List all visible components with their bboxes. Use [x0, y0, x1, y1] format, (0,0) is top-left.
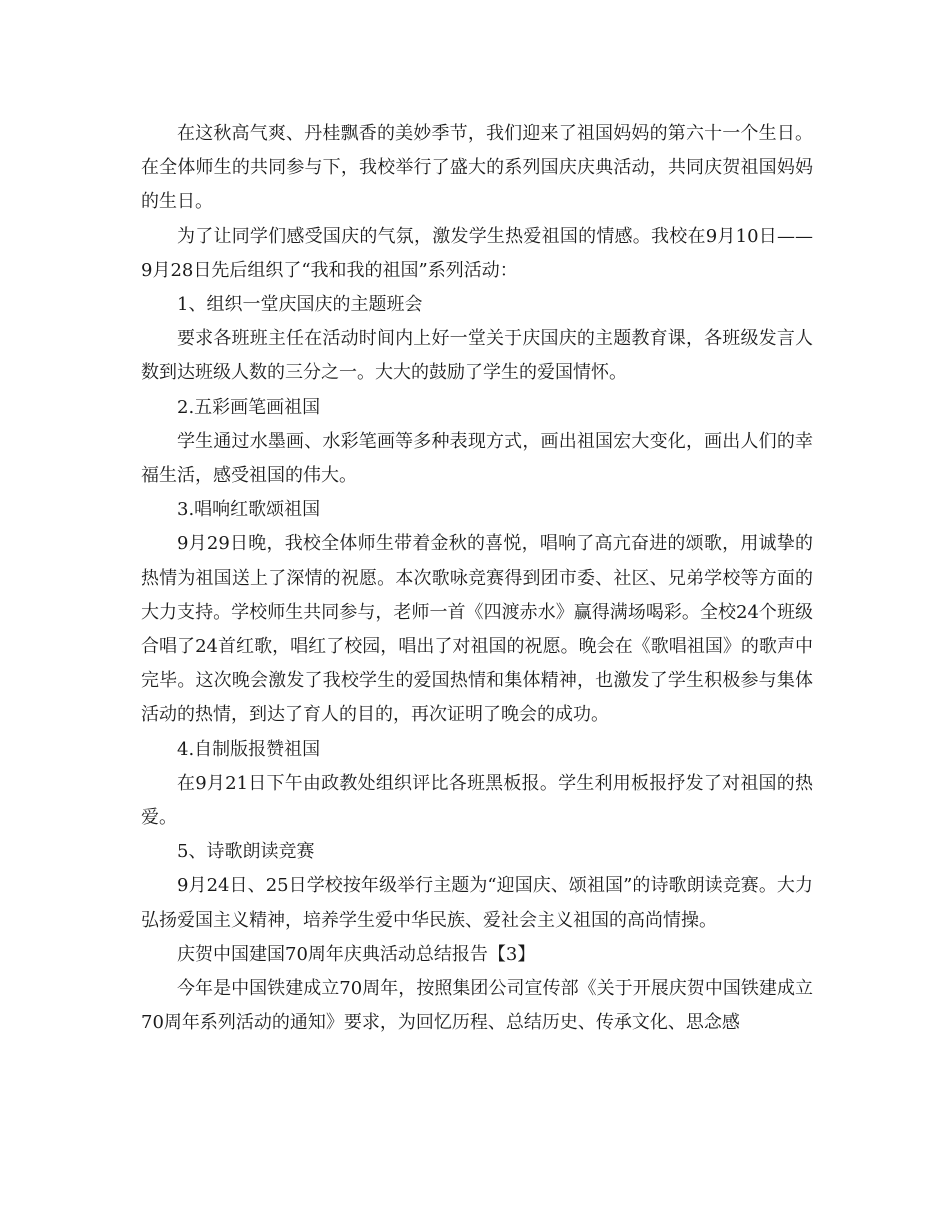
paragraph-report-3: 今年是中国铁建成立70周年，按照集团公司宣传部《关于开展庆贺中国铁建成立70周年系列活动的通知》要求，为回忆历程、总结历史、传承文化、思念感	[141, 978, 813, 1034]
paragraph-purpose: 为了让同学们感受国庆的气氛，激发学生热爱祖国的情感。我校在9月10日——9月28日先后组织了“我和我的祖国”系列活动：	[141, 225, 813, 281]
paragraph-section-2: 学生通过水墨画、水彩笔画等多种表现方式，画出祖国宏大变化，画出人们的幸福生活，感受祖国的伟大。	[141, 430, 813, 487]
section-heading-2: 2.五彩画笔画祖国	[177, 396, 321, 418]
paragraph-section-1: 要求各班班主任在活动时间内上好一堂关于庆国庆的主题教育课，各班级发言人数到达班级人数的三分之一。大大的鼓励了学生的爱国情怀。	[141, 328, 813, 384]
section-heading-4: 4.自制版报赞祖国	[177, 738, 321, 760]
document-body	[141, 117, 813, 1040]
paragraph-section-3: 9月29日晚，我校全体师生带着金秋的喜悦，唱响了高亢奋进的颂歌，用诚挚的热情为祖国送上了深情的祝愿。本次歌咏竞赛得到团市委、社区、兄弟学校等方面的大力支持。学校师生共同参与，老师一首《四渡赤水》赢得满场喝彩。全校24个班级合唱了24首红歌，唱红了校园，唱出了对祖国的祝愿。晚会在《歌唱祖国》的歌声中完毕。这次晚会激发了我校学生的爱国热情和集体精神，也激发了学生积极参与集体活动的热情，到达了育人的目的，再次证明了晚会的成功。	[141, 533, 813, 726]
paragraph-section-4: 在9月21日下午由政教处组织评比各班黑板报。学生利用板报抒发了对祖国的热爱。	[141, 772, 813, 829]
section-heading-1: 1、组织一堂庆国庆的主题班会	[177, 294, 423, 316]
paragraph-section-5: 9月24日、25日学校按年级举行主题为“迎国庆、颂祖国”的诗歌朗读竞赛。大力弘扬爱国主义精神，培养学生爱中华民族、爱社会主义祖国的高尚情操。	[141, 875, 813, 931]
section-heading-5: 5、诗歌朗读竞赛	[177, 841, 315, 863]
section-heading-3: 3.唱响红歌颂祖国	[177, 499, 321, 521]
report-title-3: 庆贺中国建国70周年庆典活动总结报告【3】	[177, 943, 536, 965]
paragraph-intro: 在这秋高气爽、丹桂飘香的美妙季节，我们迎来了祖国妈妈的第六十一个生日。在全体师生的共同参与下，我校举行了盛大的系列国庆庆典活动，共同庆贺祖国妈妈的生日。	[141, 123, 813, 213]
